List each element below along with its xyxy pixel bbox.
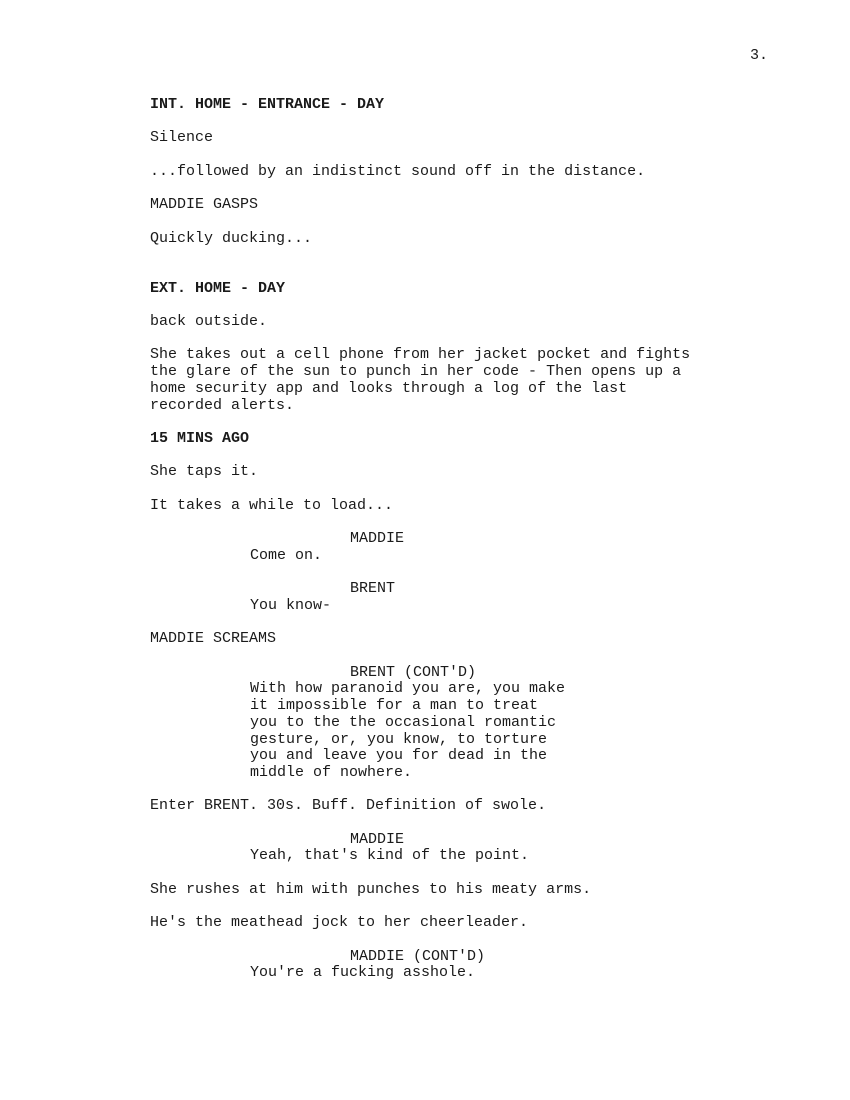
action-line: back outside.	[150, 313, 268, 331]
action-line: She rushes at him with punches to his meaty arms.	[150, 880, 592, 898]
action-line: ...followed by an indistinct sound off in the distance.	[150, 162, 646, 180]
scene-heading: EXT. HOME - DAY	[150, 279, 286, 297]
dialogue-line: With how paranoid you are, you make it impossible for a man to treat you to the the occasional romantic gesture, or, you know, to torture you and leave you for dead in the middle of nowhere.	[250, 680, 566, 781]
scene-heading: 15 MINS AGO	[150, 429, 250, 447]
scene-heading: INT. HOME - ENTRANCE - DAY	[150, 96, 385, 113]
action-line: MADDIE GASPS	[150, 196, 259, 214]
action-line: Silence	[150, 129, 214, 147]
action-line: He's the meathead jock to her cheerleader.	[150, 914, 529, 932]
character-cue: BRENT	[350, 580, 396, 598]
action-line: It takes a while to load...	[150, 496, 394, 514]
action-line: MADDIE SCREAMS	[150, 630, 277, 648]
screenplay-body	[150, 97, 750, 982]
character-cue: MADDIE	[350, 830, 405, 848]
character-cue: BRENT (CONT'D)	[350, 663, 477, 681]
dialogue-line: Come on.	[250, 546, 323, 564]
dialogue-line: Yeah, that's kind of the point.	[250, 847, 530, 865]
action-line: Enter BRENT. 30s. Buff. Definition of swole.	[150, 797, 547, 815]
dialogue-line: You know-	[250, 596, 332, 614]
character-cue: MADDIE (CONT'D)	[350, 947, 486, 965]
dialogue-line: You're a fucking asshole.	[250, 964, 476, 982]
action-line: She taps it.	[150, 463, 259, 481]
action-line: She takes out a cell phone from her jacket pocket and fights the glare of the sun to punch in her code - Then opens up a home security app and looks through a log of the last recorded alerts.	[150, 346, 691, 414]
character-cue: MADDIE	[350, 530, 405, 548]
page-number: 3.	[750, 47, 769, 64]
action-line: Quickly ducking...	[150, 229, 313, 247]
